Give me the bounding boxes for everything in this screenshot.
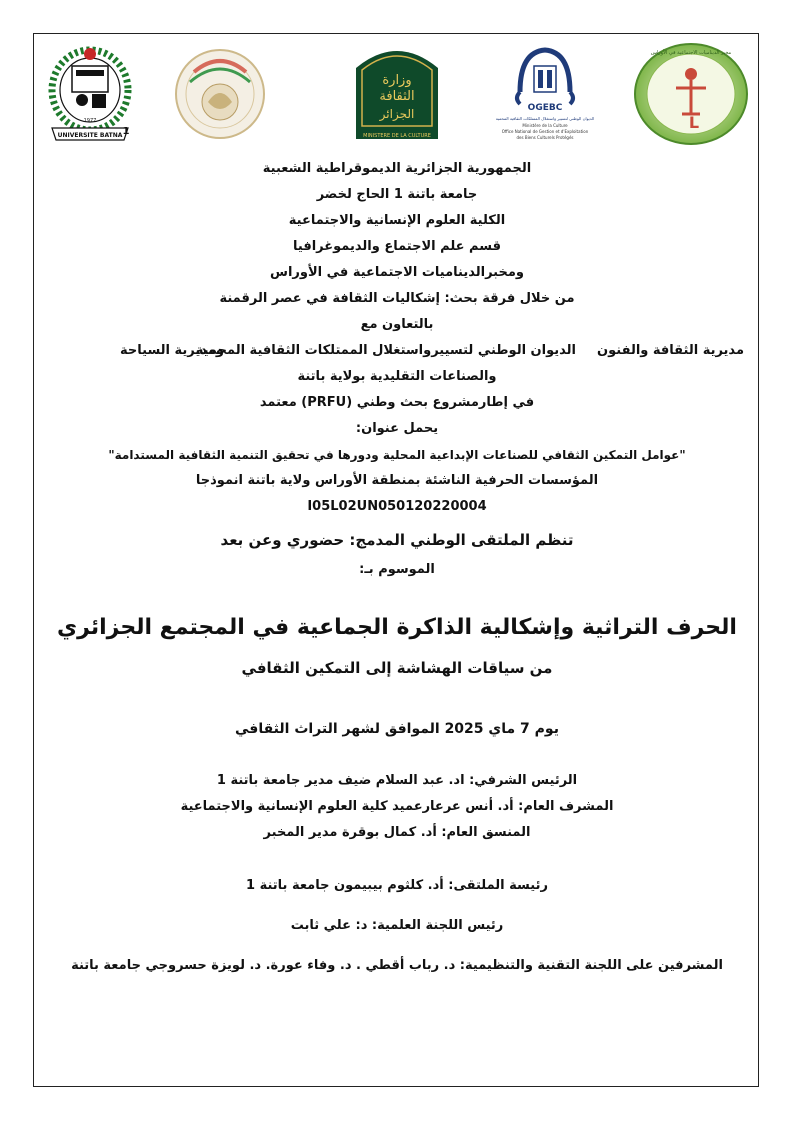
culture-logo-ar3: الجزائر [379, 107, 415, 121]
general-supervisor: المشرف العام: أد. أنس عرعارعميد كلية العلوم الإنسانية والاجتماعية [180, 799, 614, 814]
culture-ministry-logo [352, 42, 442, 140]
batna-logo-number: 1 [122, 126, 130, 137]
scientific-committee-chair: رئيس اللجنة العلمية: د: علي ثابت [290, 918, 504, 933]
organizes-line: تنظم الملتقى الوطني المدمج: حضوري وعن بعد [220, 531, 574, 549]
partner-ogebc: الديوان الوطني لتسييرواستغلال الممتلكات الثقافية المحمية [195, 343, 576, 358]
cooperation-line: بالتعاون مع [360, 317, 434, 332]
ogebc-fr3: des Biens Culturels Protégés [516, 135, 574, 140]
honorary-president: الرئيس الشرفي: اد. عبد السلام ضيف مدير جامعة باتنة 1 [216, 773, 578, 788]
titled-line: الموسوم بـ: [359, 562, 435, 577]
batna-logo-year: 1977 [83, 118, 97, 124]
tourism-line: والصناعات التقليدية بولاية باتنة [297, 369, 497, 384]
ogebc-acronym: OGEBC [527, 103, 563, 113]
batna-logo-latin: UNIVERSITE BATNA [57, 132, 123, 139]
svg-text:L: L [688, 113, 700, 132]
general-coordinator: المنسق العام: أد. كمال بوقرة مدير المخبر [263, 825, 531, 840]
ogebc-fr1: Ministère de la Culture [522, 123, 568, 128]
partner-culture-directorate: مديرية الثقافة والفنون [597, 343, 744, 358]
lab-line: ومخبرالديناميات الاجتماعية في الأوراس [270, 265, 524, 280]
logos-row [40, 40, 752, 150]
tourism-ministry-logo [172, 42, 268, 146]
project-title-line: "عوامل التمكين الثقافي للصناعات الإبداعية المحلية ودورها في تحقيق التنمية الثقافية المستدامة" [108, 448, 686, 462]
conference-title: الحرف التراثية وإشكالية الذاكرة الجماعية في المجتمع الجزائري [57, 615, 737, 640]
batna-university-logo [42, 42, 138, 146]
partner-tourism-directorate: ومديرية السياحة [120, 343, 224, 358]
conference-chair: رئيسة الملتقى: أد. كلثوم بيبيمون جامعة باتنة 1 [246, 878, 548, 893]
ogebc-logo [490, 42, 600, 146]
ogebc-ar: الديوان الوطني لتسيير واستغلال الممتلكات الثقافية المحمية [495, 116, 595, 121]
department-line: قسم علم الاجتماع والديموغرافيا [293, 239, 501, 254]
bears-title-line: يحمل عنوان: [355, 421, 439, 436]
project-line: في إطارمشروع بحث وطني (PRFU) معتمد [259, 395, 535, 410]
culture-logo-ar1: وزارة [382, 73, 412, 88]
research-team-line: من خلال فرقة بحث: إشكاليات الثقافة في عصر الرقمنة [219, 291, 575, 306]
faculty-line: الكلية العلوم الإنسانية والاجتماعية [288, 213, 506, 228]
ogebc-fr2: Office National de Gestion et d'Exploitation [501, 129, 589, 134]
conference-date: يوم 7 ماي 2025 الموافق لشهر التراث الثقافي [235, 721, 559, 737]
conference-subtitle: من سياقات الهشاشة إلى التمكين الثقافي [241, 659, 553, 677]
lab-logo [632, 42, 750, 146]
culture-logo-fr: MINISTERE DE LA CULTURE [363, 133, 431, 139]
university-line: جامعة باتنة 1 الحاج لخضر [316, 187, 478, 202]
culture-logo-ar2: الثقافة [379, 89, 415, 104]
lab-logo-text: مخبر الديناميات الاجتماعية في الأوراس [650, 50, 732, 56]
project-code: I05L02UN050120220004 [307, 499, 487, 514]
organizing-committee: المشرفين على اللجنة التقنية والتنظيمية: د. رباب أقطي . د. وفاء عورة. د. لويزة حسروجي جامعة باتنة [71, 958, 723, 973]
republic-line: الجمهورية الجزائرية الديموقراطية الشعبية [262, 161, 532, 176]
project-subtitle-line: المؤسسات الحرفية الناشئة بمنطقة الأوراس ولاية باتنة انموذجا [195, 473, 599, 488]
